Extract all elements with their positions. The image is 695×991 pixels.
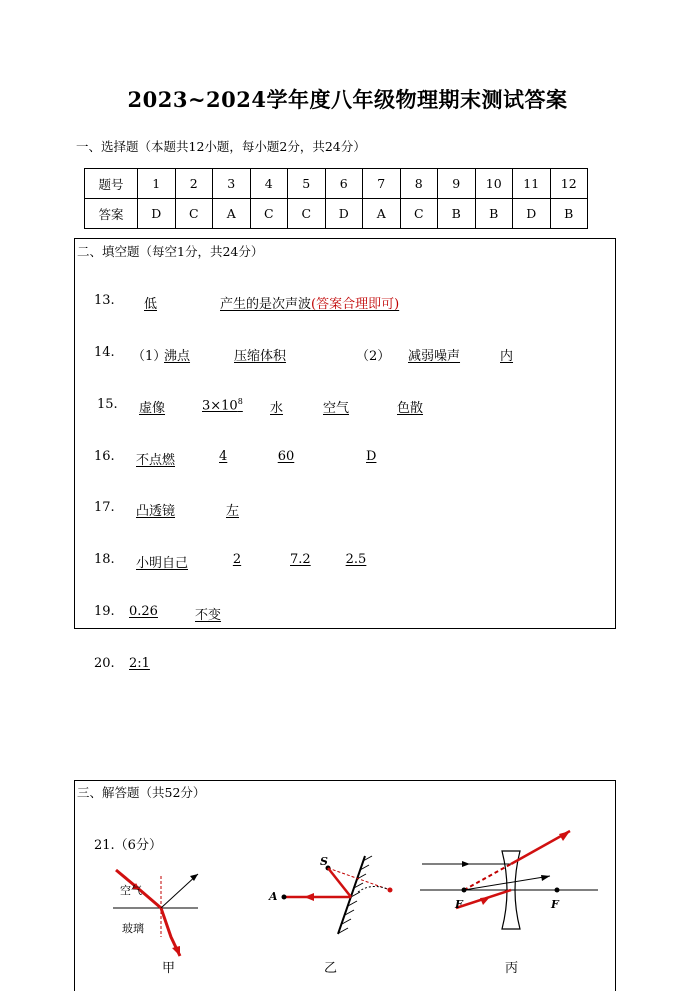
answer-blank: 0.26 [129, 604, 158, 619]
answer-blank: 2:1 [129, 656, 150, 671]
table-cell: D [325, 199, 363, 229]
answer-text: 3×10 [202, 398, 238, 414]
answer-blank: 内 [500, 349, 514, 364]
table-cell: C [288, 199, 326, 229]
ray-arrow [304, 893, 314, 901]
answer-blank: 色散 [397, 401, 424, 416]
label-s: S [320, 855, 328, 868]
row-header-number: 题号 [85, 169, 138, 199]
question-number: 14. [94, 345, 115, 360]
refraction-diagram [108, 862, 208, 962]
answer-blank [220, 293, 399, 312]
table-cell: 12 [550, 169, 588, 199]
answer-blank: 不点燃 [136, 453, 176, 468]
table-cell: 8 [400, 169, 438, 199]
table-cell: 9 [438, 169, 476, 199]
answer-blank: D [366, 449, 377, 464]
virtual-ray [358, 886, 390, 892]
question-17 [94, 500, 240, 519]
answer-blank: 沸点 [164, 349, 191, 364]
question-21-label: 21.（6分） [94, 838, 162, 853]
answer-blank [202, 397, 243, 413]
table-cell: A [363, 199, 401, 229]
question-18 [94, 552, 367, 571]
answer-blank: 7.2 [290, 552, 311, 567]
table-cell: 7 [363, 169, 401, 199]
answer-blank: 小明自己 [136, 556, 189, 571]
answer-blank: 虚像 [139, 401, 166, 416]
figure-caption-yi: 乙 [324, 961, 338, 976]
table-cell: 11 [513, 169, 551, 199]
table-cell: B [550, 199, 588, 229]
label-glass: 玻璃 [122, 922, 144, 935]
table-cell: 5 [288, 169, 326, 199]
figure-caption-jia: 甲 [162, 961, 176, 976]
label-air: 空气 [120, 884, 142, 897]
focus-left [462, 888, 467, 893]
section3-heading: 三、解答题（共52分） [77, 785, 206, 800]
answer-blank: 2.5 [345, 552, 367, 567]
question-14 [94, 345, 514, 364]
question-number: 19. [94, 604, 115, 619]
question-number: 16. [94, 449, 115, 464]
page-title: 2023~2024学年度八年级物理期末测试答案 [127, 87, 568, 112]
label-focus-right: F [551, 898, 559, 911]
answer-blank: 压缩体积 [234, 349, 287, 364]
ray-arrow [172, 946, 180, 956]
question-19 [94, 604, 222, 623]
table-cell: C [400, 199, 438, 229]
table-cell: C [175, 199, 213, 229]
table-cell: B [475, 199, 513, 229]
answer-blank: 凸透镜 [136, 504, 176, 519]
answer-blank: 低 [144, 297, 158, 312]
table-cell: 4 [250, 169, 288, 199]
mirror-surface [338, 856, 365, 934]
section2-heading: 二、填空题（每空1分，共24分） [77, 244, 264, 259]
lens-diagram [420, 826, 600, 936]
table-cell: 10 [475, 169, 513, 199]
question-number: 13. [94, 293, 115, 308]
focus-right [555, 888, 560, 893]
answer-blank: 4 [219, 449, 228, 464]
answer-blank: 左 [226, 504, 240, 519]
table-cell: A [213, 199, 251, 229]
ray-arrow [559, 831, 570, 841]
mirror-diagram [262, 852, 402, 942]
table-cell: 6 [325, 169, 363, 199]
table-cell: D [138, 199, 176, 229]
row-header-answer: 答案 [85, 199, 138, 229]
question-number: 18. [94, 552, 115, 567]
ray-arrow [480, 897, 490, 905]
part-label: （2） [356, 349, 391, 364]
answer-blank: 水 [270, 401, 284, 416]
question-20 [94, 656, 150, 671]
question-13 [94, 293, 400, 312]
table-cell: 2 [175, 169, 213, 199]
label-a: A [269, 890, 278, 903]
answer-blank: 2 [232, 552, 242, 567]
ray-arrow [541, 875, 550, 881]
ray-arrow [462, 861, 470, 867]
question-number: 20. [94, 656, 115, 671]
answer-blank: 不变 [195, 608, 222, 623]
table-row [85, 169, 588, 199]
part-label: （1） [132, 349, 167, 364]
table-cell: 1 [138, 169, 176, 199]
point-a [282, 895, 287, 900]
table-cell: B [438, 199, 476, 229]
answer-exponent: 8 [237, 397, 243, 406]
answer-blank: 减弱噪声 [408, 349, 461, 364]
table-cell: C [250, 199, 288, 229]
question-16 [94, 449, 377, 468]
answer-blank: 空气 [323, 401, 350, 416]
mirror-hatching [339, 856, 372, 933]
answer-text: 产生的是次声波 [220, 297, 312, 312]
answer-blank: 60 [277, 449, 295, 464]
reflected-ray [161, 874, 198, 908]
image-point [388, 888, 393, 893]
question-number: 17. [94, 500, 115, 515]
table-cell: D [513, 199, 551, 229]
figure-caption-bing: 丙 [505, 961, 519, 976]
answer-note: (答案合理即可) [311, 297, 400, 312]
label-focus-left: F [455, 898, 463, 911]
question-number: 15. [97, 397, 118, 412]
table-cell: 3 [213, 169, 251, 199]
section1-heading: 一、选择题（本题共12小题，每小题2分，共24分） [76, 139, 366, 154]
table-row [85, 199, 588, 229]
answer-table [84, 168, 588, 229]
